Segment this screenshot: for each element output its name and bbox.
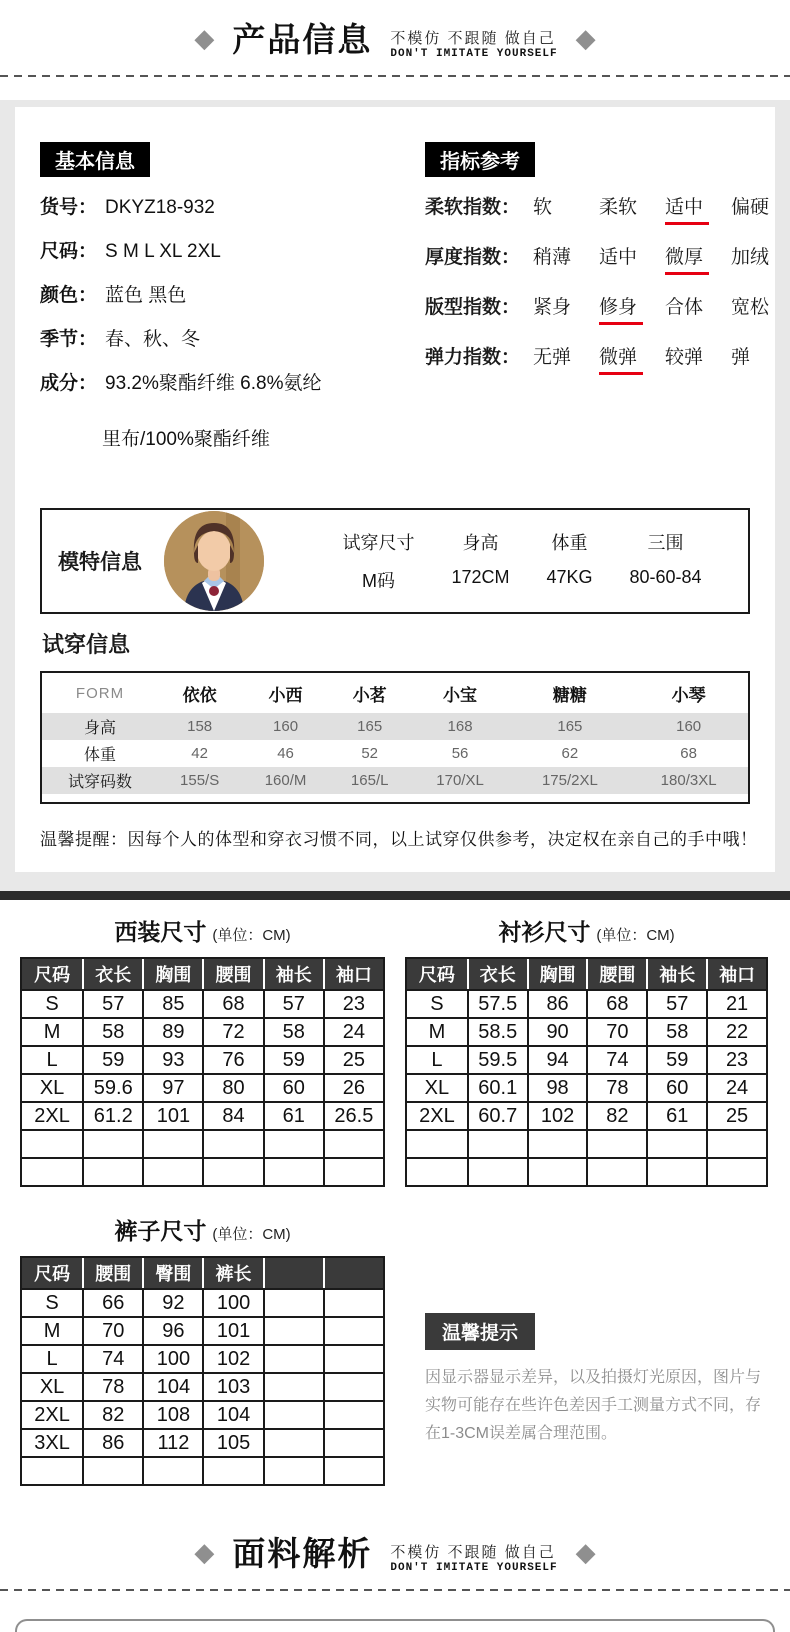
table-cell: 3XL [22,1428,82,1456]
table-cell: 21 [706,989,766,1017]
table-cell: 58 [646,1017,706,1045]
section-divider-bar [0,891,790,900]
model-info-box [40,508,750,614]
dashed-divider [0,75,790,77]
table-cell: M [407,1017,467,1045]
table-cell: 82 [82,1400,142,1428]
table-cell: 82 [586,1101,646,1129]
tryon-notice: 温馨提醒：因每个人的体型和穿衣习惯不同，以上试穿仅供参考，决定权在亲自己的手中哦！ [40,830,758,849]
table-cell: 102 [527,1101,587,1129]
table-cell: 46 [277,745,294,762]
pants-size-table [20,1256,385,1486]
table-cell [407,1129,467,1157]
column-header: 袖长 [263,959,323,989]
shirt-size-table [405,957,768,1187]
table-cell: 70 [82,1316,142,1344]
table-cell [263,1157,323,1185]
column-header: FORM [75,684,125,702]
product-info-banner [0,0,790,75]
table-header-row [407,959,766,989]
pants-size-title: 裤子尺寸 (单位：CM) [114,1218,291,1244]
table-cell [586,1157,646,1185]
basic-info-title: 基本信息 [40,142,150,177]
tips-text: 因显示器显示差异，以及拍摄灯光原因，图片与实物可能存在些许色差因手工测量方式不同，存在1-3CM误差属合理范围。 [425,1369,762,1442]
tagline-en: DON'T IMITATE YOURSELF [390,47,558,60]
table-cell: 103 [202,1372,262,1400]
table-cell: 108 [142,1400,202,1428]
table-cell: 180/3XL [629,767,748,794]
table-row [42,740,748,767]
table-cell [323,1316,383,1344]
tryon-title: 试穿信息 [42,632,131,657]
diamond-icon: ◆ [194,1536,215,1567]
table-cell: L [407,1045,467,1073]
table-row [407,1017,766,1045]
column-header: 腰围 [202,959,262,989]
table-cell: 160 [241,713,330,740]
table-cell: 59.5 [467,1045,527,1073]
table-cell: XL [22,1372,82,1400]
table-cell: 70 [586,1017,646,1045]
table-cell: 86 [82,1428,142,1456]
model-stat-measurements: 三围 80-60-84 [629,533,702,587]
table-row [22,1101,383,1129]
column-header: 小茗 [352,685,387,705]
table-cell: 72 [202,1017,262,1045]
table-cell: 105 [202,1428,262,1456]
table-cell: 61 [646,1101,706,1129]
table-cell: 78 [82,1372,142,1400]
table-cell [527,1129,587,1157]
tagline-cn: 不模仿 不跟随 做自己 [390,1543,556,1561]
table-cell: 26.5 [323,1101,383,1129]
table-cell: 86 [527,989,587,1017]
table-cell: 101 [202,1316,262,1344]
table-cell [263,1344,323,1372]
column-header [323,1258,383,1288]
table-cell [263,1316,323,1344]
table-cell: 57 [263,989,323,1017]
table-cell [407,1157,467,1185]
column-header: 臀围 [142,1258,202,1288]
table-cell: 78 [586,1073,646,1101]
table-row [22,989,383,1017]
index-reference-title: 指标参考 [425,142,535,177]
info-row-sizes: 尺码： S M L XL 2XL [40,241,221,262]
model-stat-size: 试穿尺寸 M码 [342,533,415,591]
column-header: 尺码 [22,959,82,989]
model-avatar-graphic [164,511,264,611]
table-row [22,1129,383,1157]
next-section-box-top [15,1619,775,1632]
table-cell: 体重 [83,747,116,764]
column-header: 小西 [268,685,303,705]
table-cell: S [22,989,82,1017]
table-cell: 101 [142,1101,202,1129]
table-cell: 100 [142,1344,202,1372]
table-cell [263,1288,323,1316]
info-row-colors: 颜色： 蓝色 黑色 [40,285,187,306]
table-row [22,1456,383,1484]
model-info-title: 模特信息 [58,551,142,574]
table-cell: 60 [263,1073,323,1101]
table-cell [82,1456,142,1484]
footer-banner-tagline [390,1530,557,1574]
table-cell [706,1157,766,1185]
table-cell [323,1129,383,1157]
table-cell: 100 [202,1288,262,1316]
table-cell: 61.2 [82,1101,142,1129]
table-cell [202,1456,262,1484]
table-cell: 42 [191,745,208,762]
table-cell: 160/M [241,767,330,794]
table-cell: 158 [158,713,241,740]
table-cell: 90 [527,1017,587,1045]
footer-banner-title: 面料解析 [232,1535,373,1572]
table-cell: 59 [263,1045,323,1073]
table-cell: 84 [202,1101,262,1129]
table-cell: L [22,1344,82,1372]
table-cell [22,1157,82,1185]
diamond-icon: ◆ [194,22,215,53]
table-cell: 104 [142,1372,202,1400]
table-cell [202,1157,262,1185]
table-cell [323,1456,383,1484]
model-stat-weight: 体重 47KG [546,533,593,587]
table-cell: 58 [263,1017,323,1045]
column-header: 裤长 [202,1258,262,1288]
table-cell: 23 [706,1045,766,1073]
table-row [407,1101,766,1129]
table-cell: 94 [527,1045,587,1073]
table-cell [82,1157,142,1185]
table-cell [323,1372,383,1400]
table-cell: 165/L [330,767,410,794]
info-card [15,107,775,872]
column-header: 尺码 [22,1258,82,1288]
table-cell: M [22,1017,82,1045]
column-header: 衣长 [82,959,142,989]
table-cell [467,1129,527,1157]
model-photo [164,511,264,611]
table-row [22,1017,383,1045]
index-row-elasticity: 弹力指数： 无弹 微弹 较弹 弹 [425,342,790,375]
table-cell [527,1157,587,1185]
table-cell [586,1129,646,1157]
table-row [22,1288,383,1316]
index-row-softness: 柔软指数： 软 柔软 适中 偏硬 [425,192,790,225]
table-cell [263,1400,323,1428]
table-cell [646,1157,706,1185]
table-cell: 85 [142,989,202,1017]
table-cell: XL [407,1073,467,1101]
column-header: 腰围 [586,959,646,989]
column-header: 胸围 [527,959,587,989]
tagline-cn: 不模仿 不跟随 做自己 [390,29,556,47]
banner-title: 产品信息 [232,21,373,58]
info-row-composition: 成分： 93.2%聚酯纤维 6.8%氨纶 [40,373,322,394]
table-cell: 96 [142,1316,202,1344]
index-reference-section [408,142,790,468]
suit-size-block [20,914,385,1187]
column-header: 袖长 [646,959,706,989]
table-cell: 92 [142,1288,202,1316]
table-row [407,1157,766,1185]
table-row [22,1428,383,1456]
table-cell [323,1400,383,1428]
table-header-row [22,1258,383,1288]
table-cell: S [407,989,467,1017]
table-cell: 160 [629,713,748,740]
table-cell: 60.1 [467,1073,527,1101]
table-cell: 74 [586,1045,646,1073]
table-cell: 52 [361,745,379,762]
table-cell: 56 [451,745,469,762]
column-header: 袖口 [323,959,383,989]
table-row [407,989,766,1017]
suit-size-title: 西装尺寸 (单位：CM) [114,919,291,945]
shirt-size-block [405,914,768,1187]
basic-info-section [40,142,408,468]
table-cell: 97 [142,1073,202,1101]
main-info-section [0,100,790,891]
table-row [22,1045,383,1073]
table-cell: 170/XL [410,767,511,794]
table-cell: 59 [646,1045,706,1073]
table-cell: 2XL [22,1400,82,1428]
table-cell: 80 [202,1073,262,1101]
column-header [263,1258,323,1288]
table-cell [142,1157,202,1185]
table-cell: 62 [561,745,579,762]
table-cell: 57.5 [467,989,527,1017]
table-header-row [42,673,748,713]
table-cell: 试穿码数 [42,767,158,794]
table-cell: 98 [527,1073,587,1101]
table-cell: 26 [323,1073,383,1101]
table-cell: 57 [82,989,142,1017]
model-stats [264,529,748,593]
column-header: 糖糖 [552,685,587,705]
table-cell [22,1456,82,1484]
table-row [42,713,748,740]
dashed-divider [0,1589,790,1591]
table-cell: 22 [706,1017,766,1045]
table-cell [22,1129,82,1157]
table-cell: 74 [82,1344,142,1372]
table-cell: 25 [323,1045,383,1073]
table-cell: 104 [202,1400,262,1428]
table-cell: 身高 [42,713,158,740]
table-row [22,1372,383,1400]
table-cell: 66 [82,1288,142,1316]
banner-tagline [390,16,557,60]
table-cell [142,1456,202,1484]
table-cell [323,1344,383,1372]
info-row-item-no: 货号： DKYZ18-932 [40,197,215,218]
table-cell: 112 [142,1428,202,1456]
shirt-size-title: 衬衫尺寸 (单位：CM) [498,919,675,945]
column-header: 胸围 [142,959,202,989]
table-cell: 2XL [22,1101,82,1129]
table-cell [142,1129,202,1157]
tryon-table-box [40,671,750,804]
table-cell: 24 [706,1073,766,1101]
table-row [42,767,748,794]
table-cell [467,1157,527,1185]
fabric-analysis-banner [0,1514,790,1589]
table-cell: 175/2XL [511,767,630,794]
table-row [22,1400,383,1428]
table-row [22,1344,383,1372]
table-cell: 60 [646,1073,706,1101]
table-cell: 102 [202,1344,262,1372]
table-cell: M [22,1316,82,1344]
table-cell: 68 [586,989,646,1017]
pants-size-block [20,1213,385,1486]
tips-block [405,1213,768,1486]
index-row-thickness: 厚度指数： 稍薄 适中 微厚 加绒 [425,242,790,275]
tryon-table [42,673,748,794]
table-cell: 57 [646,989,706,1017]
table-cell: 93 [142,1045,202,1073]
table-cell [202,1129,262,1157]
size-tables-section [0,900,790,1632]
column-header: 小宝 [443,685,478,705]
table-cell: 168 [410,713,511,740]
table-cell: 165 [330,713,410,740]
table-cell: 58.5 [467,1017,527,1045]
table-cell: 59 [82,1045,142,1073]
table-cell [263,1456,323,1484]
table-cell [706,1129,766,1157]
table-cell: 68 [680,745,697,762]
column-header: 袖口 [706,959,766,989]
table-row [407,1073,766,1101]
table-cell: L [22,1045,82,1073]
tagline-en: DON'T IMITATE YOURSELF [390,1561,558,1574]
table-cell: S [22,1288,82,1316]
table-cell: 76 [202,1045,262,1073]
index-row-fit: 版型指数： 紧身 修身 合体 宽松 [425,292,790,325]
table-cell [323,1288,383,1316]
column-header: 衣长 [467,959,527,989]
model-stat-height: 身高 172CM [451,533,510,587]
table-row [22,1157,383,1185]
table-cell: XL [22,1073,82,1101]
table-row [407,1045,766,1073]
table-cell [323,1157,383,1185]
table-cell: 25 [706,1101,766,1129]
table-cell: 60.7 [467,1101,527,1129]
table-cell [646,1129,706,1157]
table-cell: 89 [142,1017,202,1045]
table-row [22,1316,383,1344]
table-cell [82,1129,142,1157]
column-header: 尺码 [407,959,467,989]
table-cell: 68 [202,989,262,1017]
table-cell: 2XL [407,1101,467,1129]
table-cell: 24 [323,1017,383,1045]
diamond-icon: ◆ [575,22,596,53]
diamond-icon: ◆ [575,1536,596,1567]
table-cell: 59.6 [82,1073,142,1101]
column-header: 小琴 [671,685,706,705]
table-cell: 155/S [158,767,241,794]
table-cell: 165 [511,713,630,740]
column-header: 依依 [182,685,217,705]
info-row-season: 季节： 春、秋、冬 [40,329,201,350]
info-row-lining: 里布/100%聚酯纤维 [102,429,270,450]
table-cell: 23 [323,989,383,1017]
table-row [22,1073,383,1101]
table-cell [263,1129,323,1157]
column-header: 腰围 [82,1258,142,1288]
tips-title: 温馨提示 [425,1313,535,1350]
table-cell: 58 [82,1017,142,1045]
table-cell [323,1428,383,1456]
suit-size-table [20,957,385,1187]
table-cell [263,1428,323,1456]
table-cell: 61 [263,1101,323,1129]
table-row [407,1129,766,1157]
table-header-row [22,959,383,989]
table-cell [263,1372,323,1400]
